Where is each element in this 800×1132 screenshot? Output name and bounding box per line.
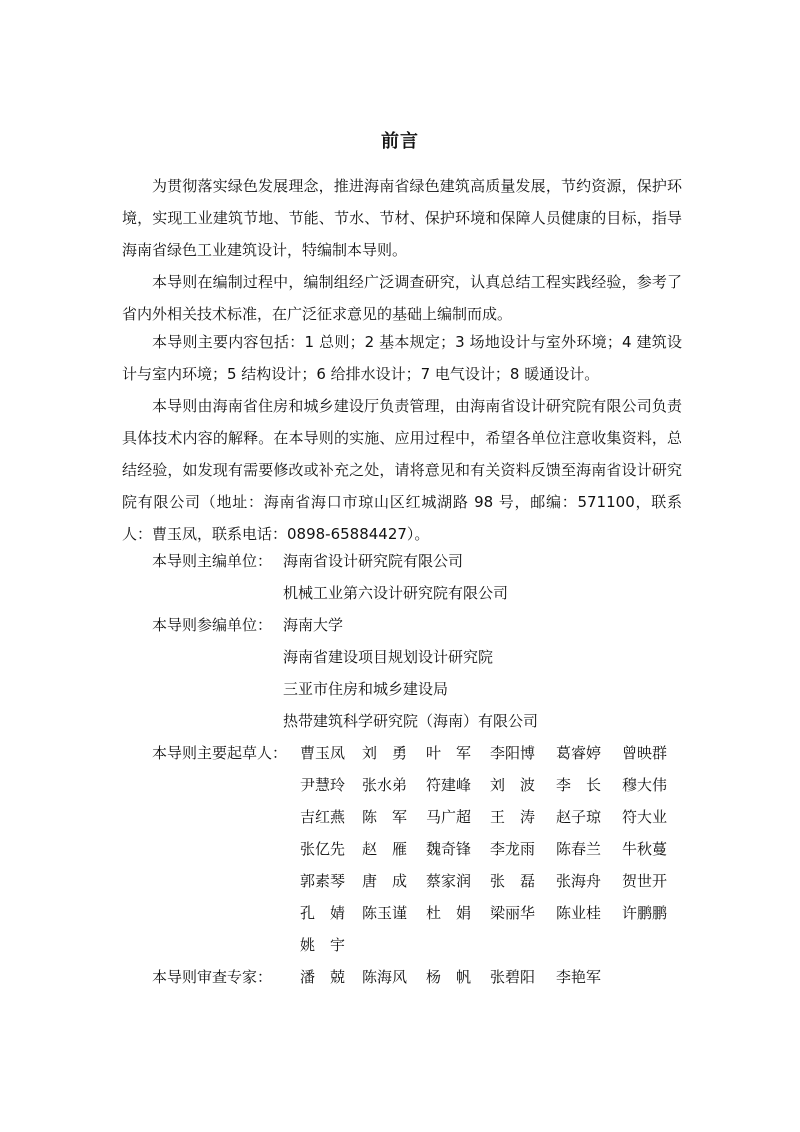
paragraph-contents: 本导则主要内容包括：1 总则；2 基本规定；3 场地设计与室外环境；4 建筑设计与室内环境；5 结构设计；6 给排水设计；7 电气设计；8 暖通设计。: [122, 333, 682, 383]
chief-editor-unit: 机械工业第六设计研究院有限公司: [283, 584, 509, 602]
drafter-name: 刘 波: [490, 776, 536, 794]
reviewer-name: 潘 兢: [300, 968, 346, 986]
drafter-name: 穆大伟: [622, 776, 668, 794]
drafter-name: 张水弟: [362, 776, 408, 794]
reviewer-name: 李艳军: [556, 968, 602, 986]
drafter-name: 郭素琴: [300, 872, 346, 890]
drafter-name: 张 磊: [490, 872, 536, 890]
drafter-name: 张海舟: [556, 872, 602, 890]
drafter-name: 牛秋蔓: [622, 840, 668, 858]
chief-editor-unit: 海南省设计研究院有限公司: [283, 552, 464, 570]
drafter-name: 陈业桂: [556, 904, 602, 922]
drafter-name: 陈玉谨: [362, 904, 408, 922]
drafter-name: 曾映群: [622, 744, 668, 762]
drafter-name: 贺世开: [622, 872, 668, 890]
drafter-name: 陈 军: [362, 808, 408, 826]
drafter-name: 张亿先: [300, 840, 346, 858]
reviewers-label: 本导则审查专家：: [152, 968, 273, 986]
drafter-name: 唐 成: [362, 872, 408, 890]
paragraph-purpose: 为贯彻落实绿色发展理念，推进海南省绿色建筑高质量发展，节约资源，保护环境，实现工业建筑节地、节能、节水、节材、保护环境和保障人员健康的目标，指导海南省绿色工业建筑设计，特编制本导则。: [122, 177, 682, 259]
drafter-name: 赵 雁: [362, 840, 408, 858]
drafter-name: 陈春兰: [556, 840, 602, 858]
drafter-name: 曹玉凤: [300, 744, 346, 762]
co-editor-unit: 海南大学: [283, 616, 344, 634]
paragraph-management: 本导则由海南省住房和城乡建设厅负责管理，由海南省设计研究院有限公司负责具体技术内容的解释。在本导则的实施、应用过程中，希望各单位注意收集资料，总结经验，如发现有需要修改或补充之处，请将意见和有关资料反馈至海南省设计研究院有限公司（地址：海南省海口市琼山区红城湖路 98 号，邮编：571100，联系人：曹玉凤，联系电话：0898-65884427）。: [122, 397, 682, 543]
co-editor-unit: 三亚市住房和城乡建设局: [283, 680, 449, 698]
drafter-name: 杜 娟: [426, 904, 472, 922]
co-editor-unit: 海南省建设项目规划设计研究院: [283, 648, 494, 666]
drafter-name: 刘 勇: [362, 744, 408, 762]
reviewer-name: 张碧阳: [490, 968, 536, 986]
co-editor-label: 本导则参编单位：: [152, 616, 273, 634]
drafter-name: 姚 宇: [300, 936, 346, 954]
drafter-name: 王 涛: [490, 808, 536, 826]
drafter-name: 赵子琼: [556, 808, 602, 826]
drafter-name: 李 长: [556, 776, 602, 794]
drafter-name: 许鹏鹏: [622, 904, 668, 922]
drafter-name: 魏奇锋: [426, 840, 472, 858]
drafters-label: 本导则主要起草人：: [152, 744, 288, 762]
drafter-name: 李阳博: [490, 744, 536, 762]
drafter-name: 梁丽华: [490, 904, 536, 922]
page-title: 前言: [381, 131, 419, 152]
drafter-name: 尹慧玲: [300, 776, 346, 794]
chief-editor-label: 本导则主编单位：: [152, 552, 273, 570]
reviewer-name: 陈海风: [362, 968, 408, 986]
drafter-name: 吉红燕: [300, 808, 346, 826]
drafter-name: 叶 军: [426, 744, 472, 762]
drafter-name: 符大业: [622, 808, 668, 826]
drafter-name: 孔 婧: [300, 904, 346, 922]
drafter-name: 葛睿婷: [556, 744, 602, 762]
drafter-name: 李龙雨: [490, 840, 536, 858]
co-editor-unit: 热带建筑科学研究院（海南）有限公司: [283, 712, 539, 730]
drafter-name: 马广超: [426, 808, 472, 826]
reviewer-name: 杨 帆: [426, 968, 472, 986]
paragraph-process: 本导则在编制过程中，编制组经广泛调查研究，认真总结工程实践经验，参考了省内外相关技术标准，在广泛征求意见的基础上编制而成。: [122, 273, 682, 323]
drafter-name: 蔡家润: [426, 872, 472, 890]
drafter-name: 符建峰: [426, 776, 472, 794]
